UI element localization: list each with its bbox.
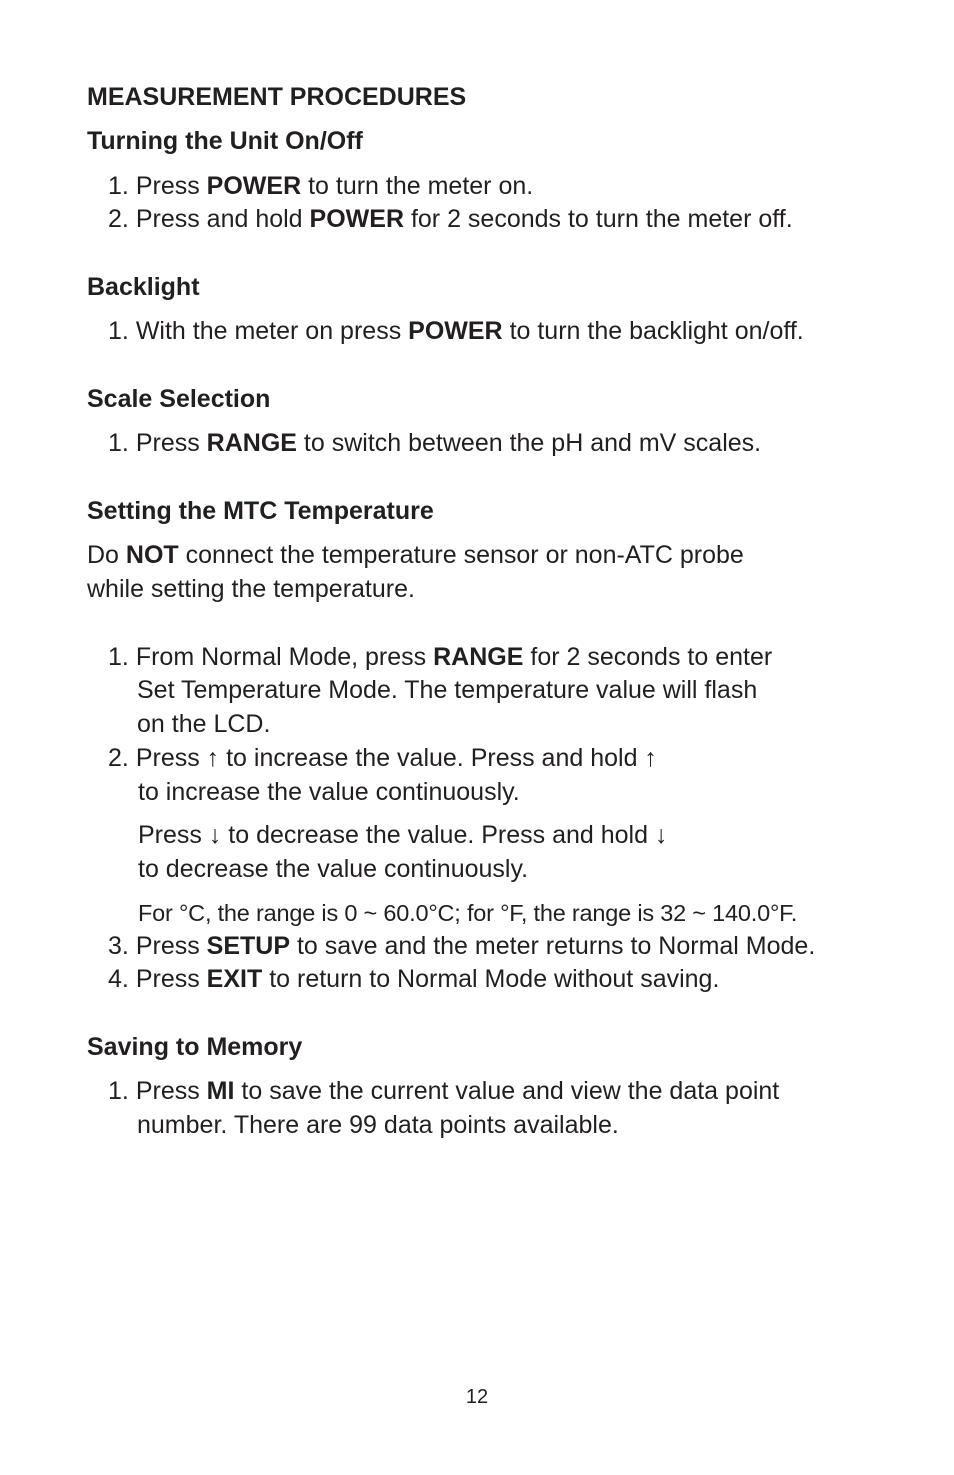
step-number: 1. <box>108 1077 129 1105</box>
power-step-1 <box>108 169 533 203</box>
step-text: to save and the meter returns to Normal Mode. <box>296 932 816 960</box>
step-text: to turn the meter on. <box>308 172 534 200</box>
step-number: 1. <box>108 172 129 200</box>
step-text: Press ↑ to increase the value. Press and hold ↑ <box>135 744 657 772</box>
mtc-step-2b-line-1: Press ↓ to decrease the value. Press and hold ↓ <box>138 821 668 849</box>
key-name: POWER <box>309 205 404 233</box>
step-text: to return to Normal Mode without saving. <box>269 965 720 993</box>
section-title-scale: Scale Selection <box>87 385 271 413</box>
key-name: RANGE <box>433 643 524 671</box>
section-title-mtc: Setting the MTC Temperature <box>87 497 434 525</box>
mtc-step-1-line-3: on the LCD. <box>137 710 271 738</box>
step-text: Press and hold <box>135 205 303 233</box>
key-name: MI <box>206 1077 235 1105</box>
step-number: 1. <box>108 643 129 671</box>
step-text: for 2 seconds to enter <box>530 643 773 671</box>
section-title-memory: Saving to Memory <box>87 1033 303 1061</box>
step-text: From Normal Mode, press <box>135 643 427 671</box>
mtc-step-2 <box>108 741 657 775</box>
mtc-warning-line-2: while setting the temperature. <box>87 575 415 603</box>
mtc-step-1-line-2: Set Temperature Mode. The temperature value will flash <box>137 676 758 704</box>
mtc-step-1 <box>108 640 772 674</box>
step-number: 4. <box>108 965 129 993</box>
key-name: RANGE <box>206 429 297 457</box>
mtc-step-2b-line-2: to decrease the value continuously. <box>138 855 529 883</box>
section-title-backlight: Backlight <box>87 273 200 301</box>
key-name: EXIT <box>206 965 263 993</box>
section-title-power: Turning the Unit On/Off <box>87 127 363 155</box>
step-number: 3. <box>108 932 129 960</box>
step-text: With the meter on press <box>135 317 402 345</box>
mtc-warning-line-1 <box>87 538 744 572</box>
mtc-step-3 <box>108 929 815 963</box>
step-text: to turn the backlight on/off. <box>509 317 804 345</box>
step-text: Press <box>135 965 200 993</box>
memory-step-1-line-2: number. There are 99 data points available. <box>137 1111 619 1139</box>
power-step-2 <box>108 202 793 236</box>
step-number: 1. <box>108 429 129 457</box>
memory-step-1 <box>108 1074 779 1108</box>
scale-step-1 <box>108 426 761 460</box>
mtc-step-2-line-2: to increase the value continuously. <box>138 778 520 806</box>
step-text: to switch between the pH and mV scales. <box>303 429 762 457</box>
step-text: for 2 seconds to turn the meter off. <box>410 205 793 233</box>
step-text: Press <box>135 1077 200 1105</box>
page-heading: MEASUREMENT PROCEDURES <box>87 83 467 111</box>
step-text: Press <box>135 932 200 960</box>
step-text: Press <box>135 172 200 200</box>
page-number: 12 <box>465 1386 489 1408</box>
step-number: 2. <box>108 744 129 772</box>
key-name: SETUP <box>206 932 291 960</box>
step-number: 2. <box>108 205 129 233</box>
backlight-step-1 <box>108 314 804 348</box>
mtc-step-4 <box>108 962 719 996</box>
step-number: 1. <box>108 317 129 345</box>
step-text: Press <box>135 429 200 457</box>
step-text: to save the current value and view the data point <box>241 1077 780 1105</box>
note-text: Do <box>87 541 119 569</box>
emphasis: NOT <box>125 541 179 569</box>
key-name: POWER <box>206 172 302 200</box>
key-name: POWER <box>408 317 503 345</box>
note-text: connect the temperature sensor or non-ATC probe <box>185 541 744 569</box>
mtc-range-note: For °C, the range is 0 ~ 60.0°C; for °F, the range is 32 ~ 140.0°F. <box>138 900 798 926</box>
